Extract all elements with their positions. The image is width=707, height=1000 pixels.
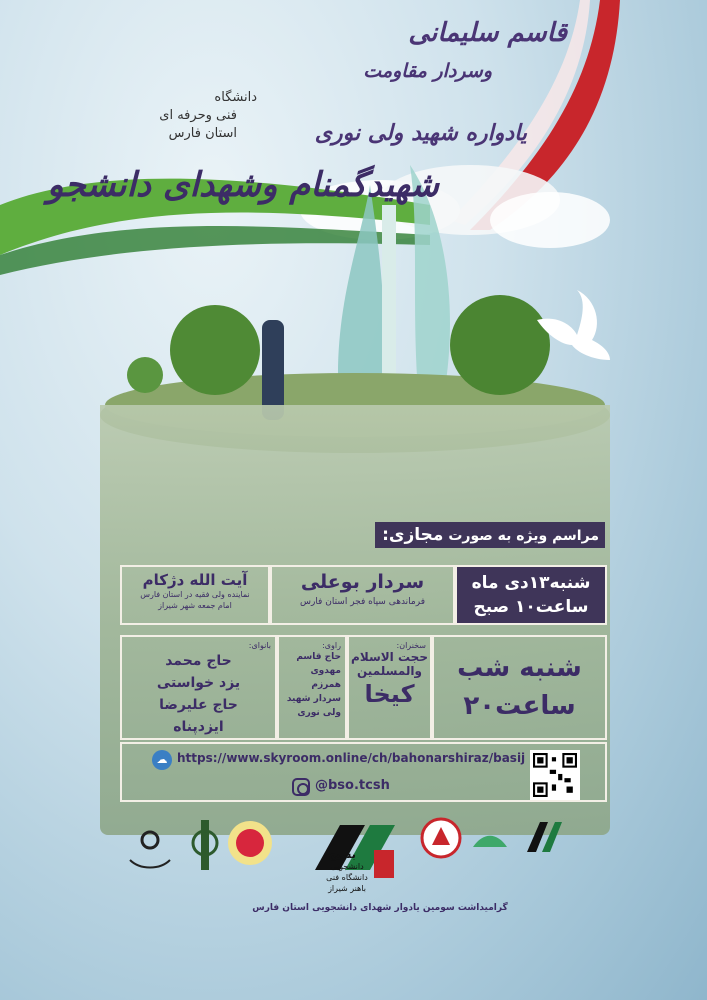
narrator-line: همرزم xyxy=(311,680,341,690)
session1-cleric-sub2: امام جمعه شهر شیراز xyxy=(158,601,232,610)
basij-subcaption: باهنر شیراز xyxy=(328,884,366,893)
ceremony-prefix: مراسم ویژه به صورت xyxy=(448,528,599,544)
session2-time: ساعت۲۰ xyxy=(463,691,576,721)
session1-cleric-sub1: نماینده ولی فقیه در استان فارس xyxy=(140,590,250,599)
session1-time: ساعت۱۰ صبح xyxy=(473,597,589,617)
speaker-title-line2: والمسلمین xyxy=(357,664,422,678)
ceremony-mode: مجازی: xyxy=(382,525,444,545)
university-line3: استان فارس xyxy=(168,126,237,141)
narrator-line: حاج قاسم مهدوی xyxy=(296,652,341,676)
eulogist-box xyxy=(120,635,277,740)
session2-speaker-box xyxy=(347,635,432,740)
narrator-box xyxy=(277,635,347,740)
title-unknown-martyrs: شهیدگمنام وشهدای دانشجو xyxy=(47,165,439,205)
narrator-line: ولی نوری xyxy=(297,708,341,718)
white-dove-illustration xyxy=(532,290,612,370)
eulogist-line: حاج علیرضا xyxy=(159,697,238,713)
title-soleimani: قاسم سلیمانی xyxy=(408,18,567,48)
links-box xyxy=(120,742,607,802)
title-resistance-commander: وسردار مقاومت xyxy=(363,60,492,82)
session1-row xyxy=(120,565,607,625)
session1-date-box xyxy=(455,565,607,625)
eulogist-line: ایزدپناه xyxy=(173,719,224,735)
session2-row xyxy=(120,635,607,740)
basij-caption: بسیج xyxy=(328,848,356,861)
session2-time-box xyxy=(432,635,607,740)
session1-date: شنبه۱۳دی ماه xyxy=(471,573,591,593)
speaker-caption: سخنران: xyxy=(396,641,426,650)
session1-cleric-box xyxy=(120,565,270,625)
eulogist-caption: بانوای: xyxy=(248,641,271,650)
session1-speaker-title: فرماندهی سپاه فجر استان فارس xyxy=(299,597,426,607)
qr-code[interactable] xyxy=(530,750,580,800)
sepah-logo xyxy=(185,812,225,877)
narrator-caption: راوی: xyxy=(322,641,341,650)
skyroom-link[interactable]: https://www.skyroom.online/ch/bahonarshiraz/basij xyxy=(177,751,526,765)
title-memorial-vali-nouri: یادواره شهید ولی نوری xyxy=(314,120,527,146)
narrator-line: سردار شهید xyxy=(286,694,341,704)
session2-day: شنبه شب xyxy=(457,653,582,683)
karavan-logo xyxy=(225,815,275,870)
shahid-logo xyxy=(520,815,565,860)
footer-caption: گرامیداشت سومین یادوار شهدای دانشجویی استان فارس xyxy=(252,903,508,913)
session1-speaker-name: سردار بوعلی xyxy=(300,571,425,593)
skyroom-icon: ☁ xyxy=(152,750,172,770)
speaker-title-line1: حجت الاسلام xyxy=(351,650,428,664)
instagram-icon xyxy=(292,778,310,796)
eulogist-line: حاج محمد xyxy=(165,653,232,669)
speaker-name: کیخا xyxy=(364,680,415,708)
basij-subcaption: دانشگاه فنی xyxy=(326,873,368,882)
organization-logo xyxy=(470,822,510,862)
session1-speaker-box xyxy=(270,565,455,625)
session1-cleric-name: آیت الله دژکام xyxy=(142,571,248,589)
eulogist-line: یزد خواستی xyxy=(156,675,241,691)
university-line2: فنی وحرفه ای xyxy=(159,108,237,123)
basij-subcaption: دانشجویی xyxy=(330,862,364,871)
farhang-logo xyxy=(120,820,180,880)
university-line1: دانشگاه xyxy=(214,90,257,105)
university-logo xyxy=(418,815,463,860)
ceremony-banner xyxy=(375,522,605,548)
instagram-handle[interactable]: @bso.tcsh xyxy=(315,778,390,793)
